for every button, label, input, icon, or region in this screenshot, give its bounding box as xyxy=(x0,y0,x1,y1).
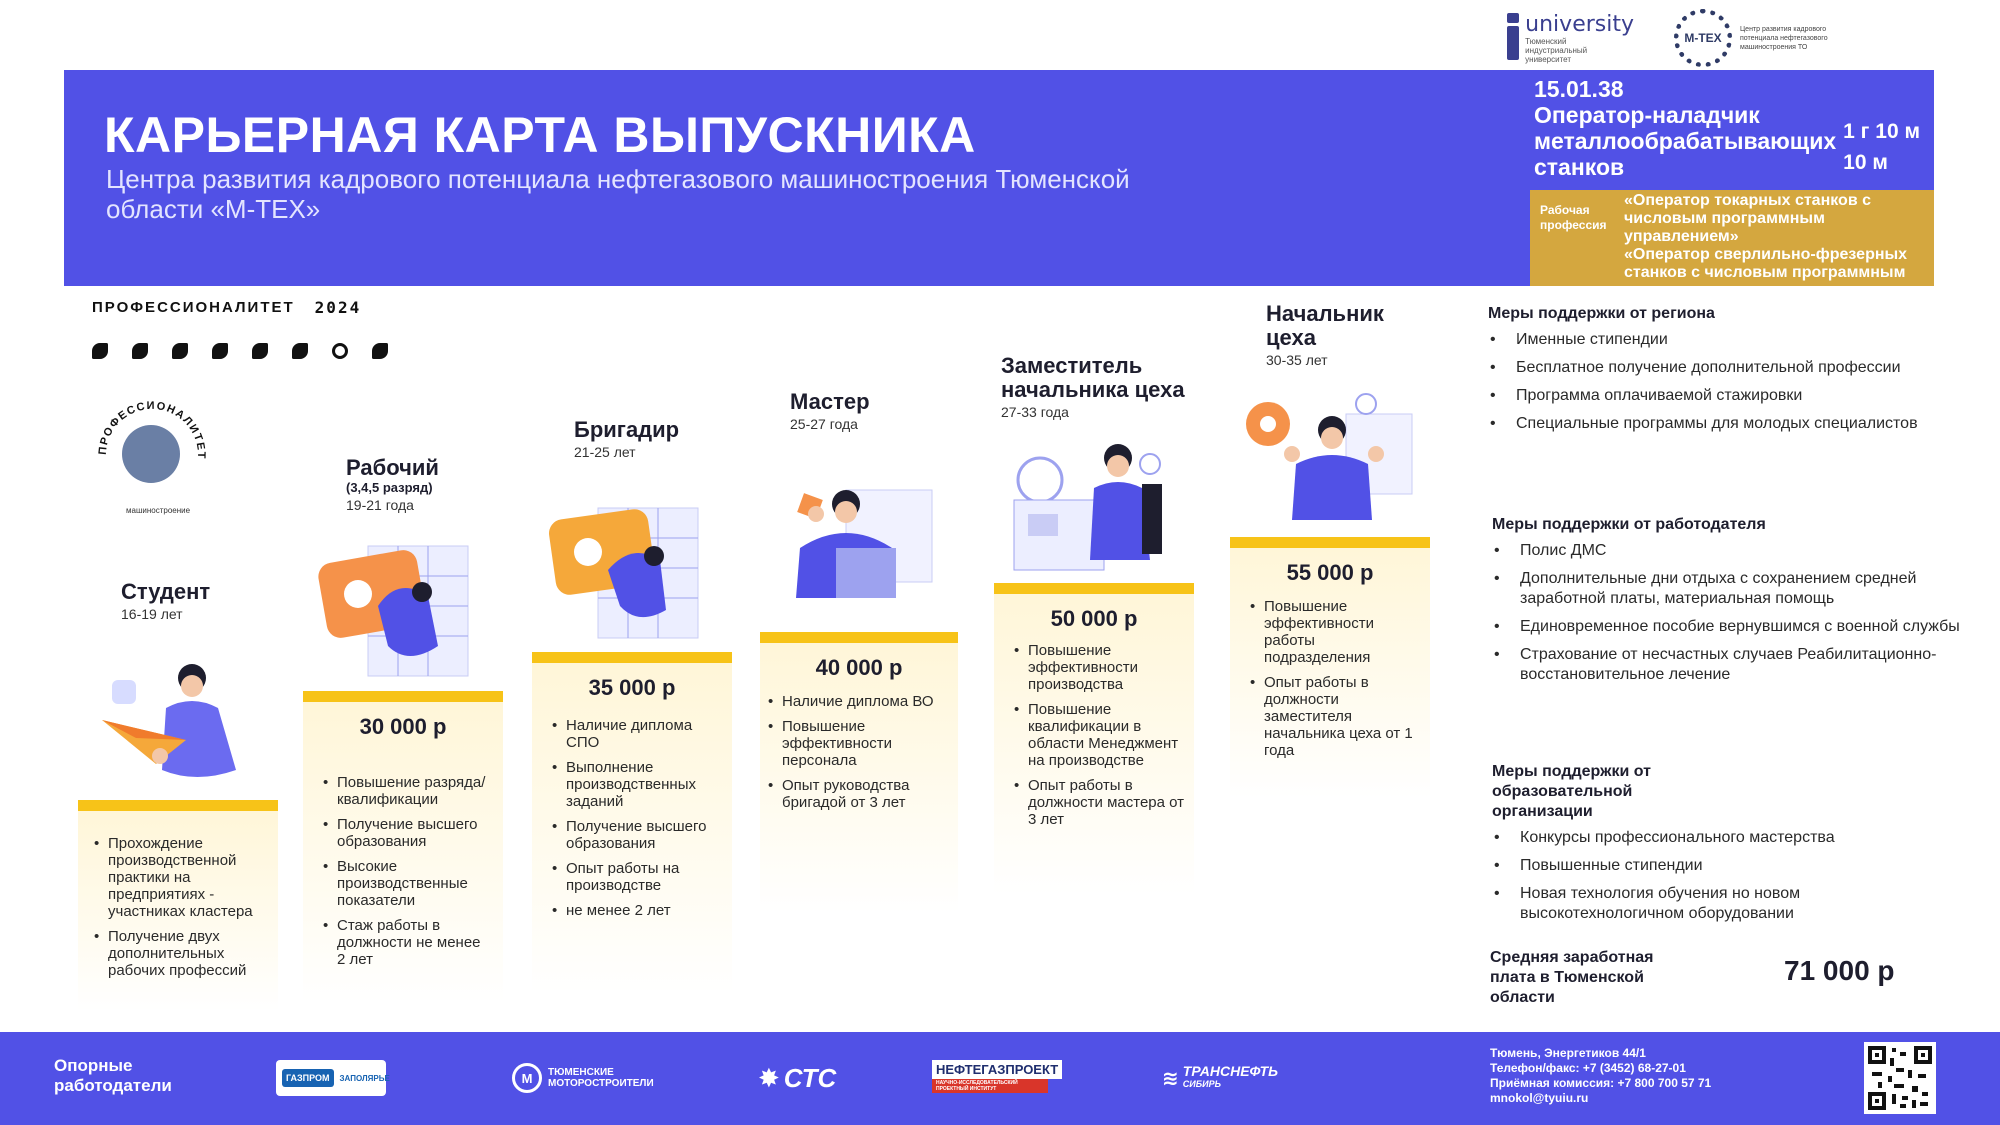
step-foreman-req: • Выполнение производственных заданий xyxy=(552,759,724,810)
step-master-bar xyxy=(760,632,958,643)
specialty-info xyxy=(1534,76,1894,180)
step-chief-bar xyxy=(1230,537,1430,548)
support-region-item: • Программа оплачиваемой стажировки xyxy=(1488,386,1958,406)
step-foreman-req: • не менее 2 лет xyxy=(552,902,724,919)
contact-phone: Телефон/факс: +7 (3452) 68-27-01 xyxy=(1490,1061,1686,1075)
step-deputy-title: Заместитель начальника цеха xyxy=(1001,353,1185,402)
step-chief-req: • Опыт работы в должности заместителя начальника цеха от 1 года xyxy=(1250,674,1422,759)
shield-icon xyxy=(212,343,228,359)
step-worker-panel xyxy=(303,702,503,1002)
industry-icon xyxy=(92,343,108,359)
step-foreman-req: • Опыт работы на производстве xyxy=(552,860,724,894)
step-chief-age: 30-35 лет xyxy=(1266,352,1328,368)
qr-code-icon[interactable] xyxy=(1864,1042,1936,1114)
contact-email[interactable]: mnokol@tyuiu.ru xyxy=(1490,1091,1589,1105)
step-student-title: Студент xyxy=(121,579,211,604)
footer-contacts xyxy=(1490,1046,1711,1106)
support-region-item: • Именные стипендии xyxy=(1488,330,1958,350)
step-foreman-age: 21-25 лет xyxy=(574,444,636,460)
step-chief-panel xyxy=(1230,548,1430,798)
contact-address: Тюмень, Энергетиков 44/1 xyxy=(1490,1046,1646,1060)
page-title: КАРЬЕРНАЯ КАРТА ВЫПУСКНИКА xyxy=(104,107,976,163)
step-worker-title: Рабочий xyxy=(346,455,439,480)
qr-code-graphic xyxy=(1868,1046,1932,1110)
step-master-salary: 40 000 р xyxy=(815,655,903,680)
tmz-name: ТЮМЕНСКИЕ МОТОРОСТРОИТЕЛИ xyxy=(548,1067,654,1089)
duration-line-2: 10 м xyxy=(1843,151,1888,174)
university-sub: Тюменский индустриальный университет xyxy=(1525,37,1588,64)
wave-icon xyxy=(372,343,388,359)
step-foreman-heading xyxy=(574,418,679,460)
circle-icon xyxy=(332,343,348,359)
employer-stc-logo xyxy=(758,1060,836,1096)
step-worker-req: • Повышение разряда/ квалификации xyxy=(323,774,493,808)
work-profession-2: «Оператор сверлильно-фрезерных станков с числовым программным управлением» xyxy=(1624,246,1908,299)
step-master-title: Мастер xyxy=(790,389,870,414)
support-education-item: • Повышенные стипендии xyxy=(1492,856,1962,876)
employer-tmz-logo xyxy=(512,1060,658,1096)
step-worker-salary: 30 000 р xyxy=(359,714,447,739)
mtex-gear-icon xyxy=(1674,9,1732,67)
step-chief-title: Начальник цеха xyxy=(1266,301,1384,350)
duration-line-1: 1 г 10 м xyxy=(1843,120,1920,143)
step-master-age: 25-27 года xyxy=(790,416,858,432)
step-deputy-panel xyxy=(994,594,1194,894)
support-education-title: Меры поддержки от образовательной организации xyxy=(1492,763,1651,820)
brush-icon xyxy=(292,343,308,359)
work-profession-label: Рабочая профессия xyxy=(1540,203,1607,232)
employer-transneft-logo xyxy=(1162,1060,1278,1096)
bell-icon xyxy=(252,343,268,359)
ngp-sub: НАУЧНО-ИССЛЕДОВАТЕЛЬСКИЙ ПРОЕКТНЫЙ ИНСТИТУТ xyxy=(932,1079,1048,1093)
step-foreman-salary: 35 000 р xyxy=(588,675,676,700)
chief-illustration xyxy=(1236,384,1416,524)
star-icon: ✸ xyxy=(758,1062,780,1093)
top-logos xyxy=(1507,6,1860,70)
step-foreman-panel xyxy=(532,663,732,993)
footer xyxy=(0,1032,2000,1125)
support-employer-item: • Полис ДМС xyxy=(1492,541,1962,561)
university-name: university xyxy=(1525,12,1634,37)
student-illustration xyxy=(96,660,256,790)
emblem-ring-text xyxy=(92,395,212,515)
step-student-age: 16-19 лет xyxy=(121,606,183,622)
step-foreman-requirements xyxy=(552,717,724,919)
svg-text:ПРОФЕССИОНАЛИТЕТ xyxy=(97,400,207,460)
step-student-panel xyxy=(78,811,278,1011)
header-banner xyxy=(64,70,1934,299)
average-salary-label: Средняя заработная плата в Тюменской области xyxy=(1490,949,1654,1006)
step-worker-note: (3,4,5 разряд) xyxy=(346,480,433,495)
step-chief-requirements xyxy=(1250,598,1422,759)
step-student-req: • Получение двух дополнительных рабочих профессий xyxy=(94,928,266,979)
step-master-req: • Наличие диплома ВО xyxy=(768,693,948,710)
support-region-title: Меры поддержки от региона xyxy=(1488,305,1715,322)
professionalitet-emblem xyxy=(92,395,212,515)
step-foreman-req: • Получение высшего образования xyxy=(552,818,724,852)
gazprom-sub: ЗАПОЛЯРЬЕ xyxy=(339,1073,390,1083)
step-deputy-bar xyxy=(994,583,1194,594)
step-chief-heading xyxy=(1266,302,1416,368)
step-deputy-salary: 50 000 р xyxy=(1050,606,1138,631)
drop-icon xyxy=(172,343,188,359)
step-worker-requirements xyxy=(323,774,493,968)
support-region-list xyxy=(1488,330,1958,434)
professionalitet-year: 2024 xyxy=(314,298,362,317)
transneft-sub: СИБИРЬ xyxy=(1182,1079,1221,1089)
step-student-bar xyxy=(78,800,278,811)
support-education xyxy=(1492,762,1962,932)
transneft-wave-icon: ≋ xyxy=(1162,1067,1179,1090)
step-master-panel xyxy=(760,643,958,913)
step-worker-heading xyxy=(346,456,439,513)
step-master-req: • Повышение эффективности персонала xyxy=(768,718,948,769)
step-deputy-req: • Повышение квалификации в области Менеджмент на производстве xyxy=(1014,701,1186,769)
employer-gazprom-logo xyxy=(276,1060,390,1096)
deputy-illustration xyxy=(1010,440,1180,580)
support-employer-item: • Единовременное пособие вернувшимся с военной службы xyxy=(1492,617,1962,637)
specialty-code: 15.01.38 xyxy=(1534,76,1624,102)
worker-illustration xyxy=(318,536,478,686)
support-employer-item: • Дополнительные дни отдыха с сохранением средней заработной платы, материальная помощь xyxy=(1492,569,1962,609)
step-chief-req: • Повышение эффективности работы подразделения xyxy=(1250,598,1422,666)
study-duration xyxy=(1843,116,1920,178)
support-employer-item: • Страхование от несчастных случаев Реабилитационно-восстановительное лечение xyxy=(1492,645,1962,685)
contact-commission: Приёмная комиссия: +7 800 700 57 71 xyxy=(1490,1076,1712,1090)
ngp-name: НЕФТЕГАЗПРОЕКТ xyxy=(932,1060,1062,1079)
step-master-heading xyxy=(790,390,870,432)
support-employer xyxy=(1492,515,1962,693)
step-foreman-bar xyxy=(532,652,732,663)
support-education-item: • Конкурсы профессионального мастерства xyxy=(1492,828,1962,848)
employer-neftegazproekt-logo xyxy=(932,1060,1062,1096)
specialty-name: Оператор-наладчик металлообрабатывающих станков xyxy=(1534,102,1837,180)
work-profession-1: «Оператор токарных станков с числовым программным управлением» xyxy=(1624,192,1871,245)
support-region-item: • Бесплатное получение дополнительной профессии xyxy=(1488,358,1958,378)
professionalitet-logo xyxy=(92,298,388,359)
step-worker-bar xyxy=(303,691,503,702)
support-employer-list xyxy=(1492,541,1962,685)
step-foreman-title: Бригадир xyxy=(574,417,680,442)
gazprom-name: ГАЗПРОМ xyxy=(282,1069,334,1087)
step-deputy-req: • Опыт работы в должности мастера от 3 лет xyxy=(1014,777,1186,828)
professionalitet-icon-row xyxy=(92,343,388,359)
step-master-req: • Опыт руководства бригадой от 3 лет xyxy=(768,777,948,811)
mtex-sub: Центр развития кадрового потенциала нефтегазового машиностроения ТО xyxy=(1740,25,1828,51)
support-employer-title: Меры поддержки от работодателя xyxy=(1492,516,1766,533)
transneft-name: ТРАНСНЕФТЬ xyxy=(1182,1063,1279,1079)
support-region-item: • Специальные программы для молодых специалистов xyxy=(1488,414,1958,434)
university-logo-icon xyxy=(1507,13,1519,63)
step-student-requirements xyxy=(94,835,266,979)
step-worker-age: 19-21 года xyxy=(346,497,414,513)
average-salary-value: 71 000 р xyxy=(1784,955,1895,986)
tmz-badge-icon: М xyxy=(512,1063,542,1093)
step-deputy-age: 27-33 года xyxy=(1001,404,1069,420)
page-subtitle: Центра развития кадрового потенциала нефтегазового машиностроения Тюменской области «М-ТЕХ» xyxy=(106,164,1130,224)
step-worker-req: • Получение высшего образования xyxy=(323,816,493,850)
support-region xyxy=(1488,304,1958,442)
step-master-requirements xyxy=(768,693,948,811)
step-student-req: • Прохождение производственной практики на предприятиях - участниках кластера xyxy=(94,835,266,920)
professionalitet-word: ПРОФЕССИОНАЛИТЕТ xyxy=(92,299,295,316)
work-profession-box xyxy=(1530,190,1934,299)
support-education-list xyxy=(1492,828,1962,924)
step-deputy-heading xyxy=(1001,354,1201,420)
stc-name: СТС xyxy=(783,1062,837,1093)
emblem-ring-label: ПРОФЕССИОНАЛИТЕТ xyxy=(96,399,208,461)
footer-employers-label: Опорные работодатели xyxy=(54,1056,172,1095)
work-profession-list xyxy=(1624,192,1939,300)
step-worker-req: • Стаж работы в должности не менее 2 лет xyxy=(323,917,493,968)
support-education-item: • Новая технология обучения но новом высокотехнологичном оборудовании xyxy=(1492,884,1962,924)
specialty-block xyxy=(1530,70,1934,299)
leaf-icon xyxy=(132,343,148,359)
step-deputy-requirements xyxy=(1014,642,1186,828)
master-illustration xyxy=(776,478,936,608)
professionalitet-caption: машиностроение xyxy=(126,506,191,515)
mtex-logo xyxy=(1674,9,1860,67)
step-student-heading xyxy=(121,580,210,622)
foreman-illustration xyxy=(548,498,708,648)
step-deputy-req: • Повышение эффективности производства xyxy=(1014,642,1186,693)
step-worker-req: • Высокие производственные показатели xyxy=(323,858,493,909)
step-chief-salary: 55 000 р xyxy=(1286,560,1374,585)
step-foreman-req: • Наличие диплома СПО xyxy=(552,717,724,751)
mtex-name: М-ТЕХ xyxy=(1684,31,1722,45)
university-logo xyxy=(1507,12,1634,64)
